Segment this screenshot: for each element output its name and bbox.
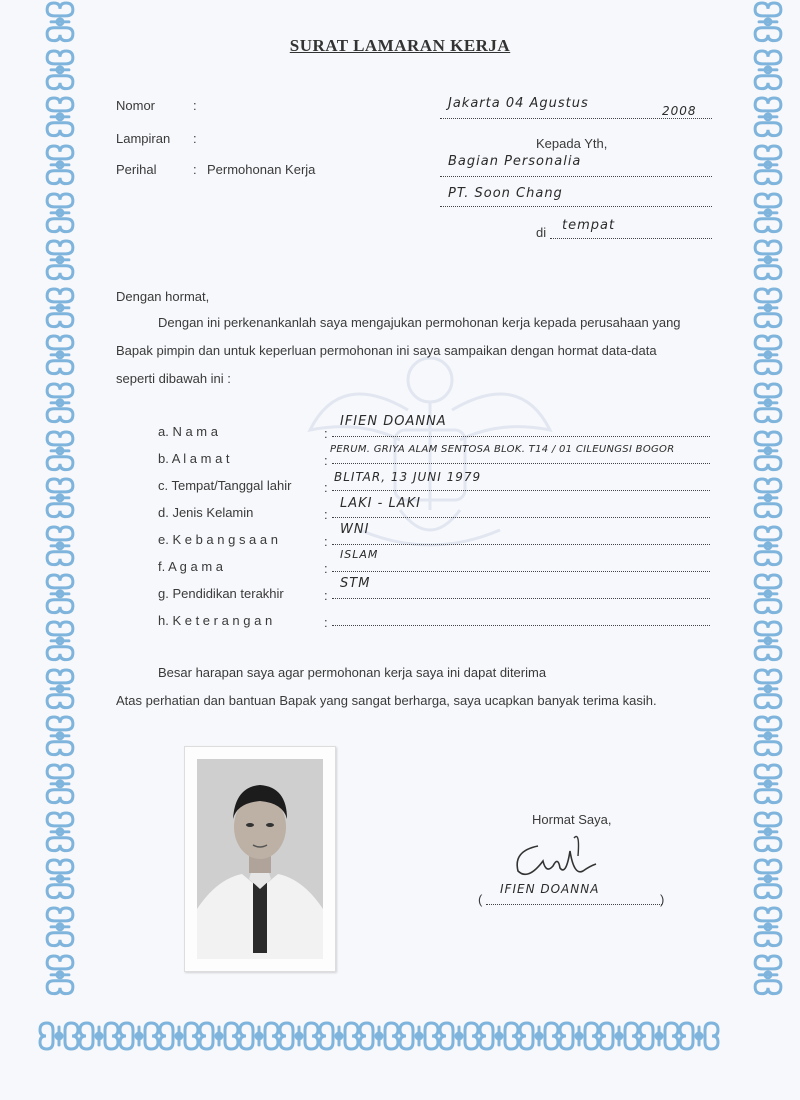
border-ornament-icon (749, 762, 787, 806)
border-ornament-icon (41, 333, 79, 377)
bottom-border (40, 1014, 790, 1064)
nomor-label: Nomor (116, 98, 156, 113)
border-ornament-icon (597, 1017, 641, 1055)
field-label-kebangsaan: e. K e b a n g s a a n (158, 532, 278, 547)
field-label-alamat: b. A l a m a t (158, 451, 230, 466)
border-ornament-icon (749, 905, 787, 949)
field-label-ttl: c. Tempat/Tanggal lahir (158, 478, 292, 493)
field-value-agama: ISLAM (340, 548, 379, 561)
salutation: Dengan hormat, (116, 289, 210, 304)
nomor-colon: : (193, 98, 197, 113)
border-ornament-icon (749, 572, 787, 616)
field-value-nama: IFIEN DOANNA (340, 414, 447, 429)
border-ornament-icon (41, 619, 79, 663)
border-ornament-icon (477, 1017, 521, 1055)
person-portrait-icon (197, 759, 323, 959)
border-ornament-icon (357, 1017, 401, 1055)
border-ornament-icon (397, 1017, 441, 1055)
right-border (748, 0, 788, 1000)
border-ornament-icon (37, 1017, 81, 1055)
border-ornament-icon (677, 1017, 721, 1055)
border-ornament-icon (749, 619, 787, 663)
border-ornament-icon (277, 1017, 321, 1055)
closing-line-1: Besar harapan saya agar permohonan kerja saya ini dapat diterima (158, 665, 547, 680)
hormat-saya-label: Hormat Saya, (532, 812, 612, 827)
field-dots (332, 463, 710, 464)
field-dots (332, 517, 710, 518)
border-ornament-icon (749, 476, 787, 520)
lampiran-colon: : (193, 131, 197, 146)
paragraph-line-2: Bapak pimpin dan untuk keperluan permohonan ini saya sampaikan dengan hormat data-data (116, 343, 657, 358)
border-ornament-icon (41, 524, 79, 568)
perihal-colon: : (193, 162, 197, 177)
border-ornament-icon (41, 191, 79, 235)
field-colon: : (324, 615, 328, 630)
field-dots (332, 571, 710, 572)
field-dots (332, 544, 710, 545)
field-colon: : (324, 426, 328, 441)
field-value-alamat: PERUM. GRIYA ALAM SENTOSA BLOK. T14 / 01 CILEUNGSI BOGOR (330, 444, 675, 455)
field-dots (332, 598, 710, 599)
border-ornament-icon (749, 429, 787, 473)
signer-dots (486, 904, 662, 905)
letter-year: 2008 (662, 104, 697, 118)
field-label-jenis-kelamin: d. Jenis Kelamin (158, 505, 254, 520)
border-ornament-icon (749, 143, 787, 187)
border-ornament-icon (41, 381, 79, 425)
border-ornament-icon (749, 857, 787, 901)
applicant-photo (184, 746, 336, 972)
border-ornament-icon (41, 572, 79, 616)
di-value: tempat (562, 218, 616, 233)
border-ornament-icon (41, 810, 79, 854)
border-ornament-icon (41, 857, 79, 901)
border-ornament-icon (317, 1017, 361, 1055)
border-ornament-icon (41, 953, 79, 997)
border-ornament-icon (41, 476, 79, 520)
field-label-keterangan: h. K e t e r a n g a n (158, 613, 273, 628)
field-label-nama: a. N a m a (158, 424, 218, 439)
field-value-pendidikan: STM (340, 576, 371, 591)
border-ornament-icon (749, 238, 787, 282)
border-ornament-icon (749, 333, 787, 377)
border-ornament-icon (749, 810, 787, 854)
signer-close-paren: ) (660, 892, 665, 907)
border-ornament-icon (749, 714, 787, 758)
border-ornament-icon (41, 429, 79, 473)
field-dots (332, 490, 710, 491)
photo-image (197, 759, 323, 959)
border-ornament-icon (557, 1017, 601, 1055)
field-value-ttl: BLITAR, 13 JUNI 1979 (334, 470, 482, 484)
border-ornament-icon (749, 953, 787, 997)
di-dots (550, 238, 712, 239)
border-ornament-icon (749, 524, 787, 568)
border-ornament-icon (77, 1017, 121, 1055)
border-ornament-icon (237, 1017, 281, 1055)
border-ornament-icon (41, 143, 79, 187)
border-ornament-icon (41, 667, 79, 711)
field-label-agama: f. A g a m a (158, 559, 224, 574)
field-colon: : (324, 534, 328, 549)
di-label: di (536, 225, 547, 240)
recipient-line1: Bagian Personalia (448, 154, 582, 169)
border-ornament-icon (157, 1017, 201, 1055)
border-ornament-icon (437, 1017, 481, 1055)
border-ornament-icon (41, 238, 79, 282)
field-label-pendidikan: g. Pendidikan terakhir (158, 586, 284, 601)
signer-name: IFIEN DOANNA (500, 882, 600, 896)
field-value-jenis-kelamin: LAKI - LAKI (340, 496, 421, 511)
signer-open-paren: ( (478, 892, 483, 907)
border-ornament-icon (749, 667, 787, 711)
border-ornament-icon (517, 1017, 561, 1055)
paragraph-line-3: seperti dibawah ini : (116, 371, 231, 386)
kepada-label: Kepada Yth, (536, 136, 608, 151)
field-dots (332, 625, 710, 626)
border-ornament-icon (41, 762, 79, 806)
border-ornament-icon (749, 95, 787, 139)
left-border (40, 0, 80, 1000)
field-value-kebangsaan: WNI (340, 522, 370, 537)
recipient-line1-dots (440, 176, 712, 177)
border-ornament-icon (749, 191, 787, 235)
date-line (440, 118, 712, 119)
border-ornament-icon (637, 1017, 681, 1055)
field-dots (332, 436, 710, 437)
signature-icon (508, 826, 618, 886)
recipient-line2: PT. Soon Chang (448, 186, 563, 201)
closing-line-2: Atas perhatian dan bantuan Bapak yang sangat berharga, saya ucapkan banyak terima kasih. (116, 693, 657, 708)
paragraph-line-1: Dengan ini perkenankanlah saya mengajukan permohonan kerja kepada perusahaan yang (158, 315, 681, 330)
perihal-value: Permohonan Kerja (207, 162, 316, 177)
letter-title: SURAT LAMARAN KERJA (289, 36, 511, 55)
place-date: Jakarta 04 Agustus (448, 96, 589, 111)
border-ornament-icon (41, 714, 79, 758)
field-colon: : (324, 507, 328, 522)
perihal-label: Perihal (116, 162, 157, 177)
border-ornament-icon (41, 905, 79, 949)
field-colon: : (324, 480, 328, 495)
recipient-line2-dots (440, 206, 712, 207)
border-ornament-icon (197, 1017, 241, 1055)
field-colon: : (324, 561, 328, 576)
border-ornament-icon (749, 381, 787, 425)
field-colon: : (324, 453, 328, 468)
border-ornament-icon (117, 1017, 161, 1055)
border-ornament-icon (41, 95, 79, 139)
border-ornament-icon (749, 286, 787, 330)
field-colon: : (324, 588, 328, 603)
lampiran-label: Lampiran (116, 131, 171, 146)
border-ornament-icon (41, 286, 79, 330)
